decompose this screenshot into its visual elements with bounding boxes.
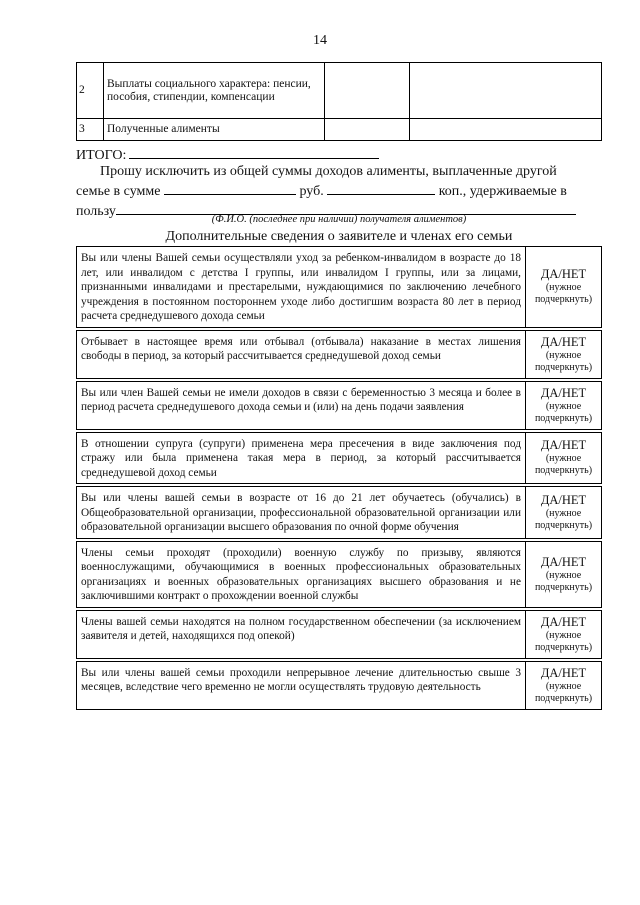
- section-title: Дополнительные сведения о заявителе и членах его семьи: [165, 229, 513, 244]
- request-line-1: Прошу исключить из общей суммы доходов алименты, выплаченные другой: [100, 164, 557, 179]
- answer-cell[interactable]: [526, 432, 602, 484]
- recipient-blank: [116, 201, 576, 215]
- totals-label: ИТОГО:: [76, 148, 127, 163]
- answer-cell[interactable]: [526, 381, 602, 429]
- request-line-2: [76, 181, 602, 201]
- row-number: 2: [77, 63, 104, 119]
- answer-cell[interactable]: [526, 247, 602, 328]
- answer-hint: подчеркнуть): [534, 294, 593, 306]
- question-text: Члены семьи проходят (проходили) военную службу по призыву, являются военнослужащими, обучающимися в военных профессиональных образовательных организациях и военных образовательных организациях высшего образования и не заключившими контракт о прохождении военной службы: [77, 541, 526, 607]
- answer-hint: (нужное: [545, 569, 582, 581]
- request-line-3-prefix: пользу: [76, 204, 116, 219]
- yes-no-label: ДА/НЕТ: [540, 267, 587, 282]
- totals-blank: [129, 146, 379, 159]
- question-text: Вы или члены Вашей семьи осуществляли уход за ребенком-инвалидом в возрасте до 18 лет, или инвалидом с детства I группы, или инвалидом I группы, или за лицами, признанными инвалидами и престарелыми, нуждающимися по заключению лечебного учреждения в постоянном постороннем уходе либо достигшим возраста 80 лет в период расчета среднедушевого дохода семьи: [77, 247, 526, 328]
- income-value-cell: [410, 63, 602, 119]
- yes-no-label: ДА/НЕТ: [540, 614, 587, 629]
- income-type: Выплаты социального характера: пенсии, пособия, стипендии, компенсации: [104, 63, 325, 119]
- yes-no-label: ДА/НЕТ: [540, 665, 587, 680]
- answer-hint: подчеркнуть): [534, 692, 593, 704]
- answer-hint: (нужное: [545, 349, 582, 361]
- sum-kop-blank: [327, 181, 435, 195]
- table-row: [77, 661, 602, 709]
- answer-hint: (нужное: [545, 282, 582, 294]
- alimony-request: [76, 162, 602, 221]
- question-text: Вы или члены вашей семьи в возрасте от 16 до 21 лет обучаетесь (обучались) в Общеобразовательной организации, профессиональной образовательной организации или образовательной организации высшего образования по очной форме обучения: [77, 487, 526, 539]
- income-type: Полученные алименты: [104, 119, 325, 141]
- answer-hint: подчеркнуть): [534, 361, 593, 373]
- answer-hint: подчеркнуть): [534, 581, 593, 593]
- answer-hint: (нужное: [545, 400, 582, 412]
- answer-hint: (нужное: [545, 453, 582, 465]
- answer-hint: подчеркнуть): [534, 641, 593, 653]
- yes-no-label: ДА/НЕТ: [540, 438, 587, 453]
- answer-cell[interactable]: [526, 541, 602, 607]
- income-value-cell: [325, 63, 410, 119]
- yes-no-label: ДА/НЕТ: [540, 385, 587, 400]
- table-row: [77, 487, 602, 539]
- answer-cell[interactable]: [526, 610, 602, 658]
- table-row: [77, 432, 602, 484]
- row-number: 3: [77, 119, 104, 141]
- table-row: [77, 610, 602, 658]
- question-text: В отношении супруга (супруги) применена мера пресечения в виде заключения под стражу или была применена такая мера в период, за который рассчитывается среднедушевой доход семьи: [77, 432, 526, 484]
- request-line-2-prefix: семье в сумме: [76, 184, 161, 199]
- rub-label: руб.: [299, 184, 324, 199]
- answer-cell[interactable]: [526, 487, 602, 539]
- kop-label: коп., удерживаемые в: [438, 184, 567, 199]
- table-row: [77, 63, 602, 119]
- answer-hint: (нужное: [545, 629, 582, 641]
- sum-rub-blank: [164, 181, 296, 195]
- table-row: [77, 330, 602, 378]
- question-text: Отбывает в настоящее время или отбывал (отбывала) наказание в местах лишения свободы в период, за который рассчитывается среднедушевой доход семьи: [77, 330, 526, 378]
- income-value-cell: [325, 119, 410, 141]
- table-row: [77, 247, 602, 328]
- additional-info-table: [76, 246, 602, 710]
- page-number: 14: [313, 33, 327, 48]
- question-text: Вы или член Вашей семьи не имели доходов в связи с беременностью 3 месяца и более в период расчета среднедушевого дохода семьи и (или) на день подачи заявления: [77, 381, 526, 429]
- answer-cell[interactable]: [526, 661, 602, 709]
- answer-cell[interactable]: [526, 330, 602, 378]
- answer-hint: подчеркнуть): [534, 465, 593, 477]
- table-row: [77, 119, 602, 141]
- yes-no-label: ДА/НЕТ: [540, 554, 587, 569]
- income-value-cell: [410, 119, 602, 141]
- answer-hint: (нужное: [545, 507, 582, 519]
- answer-hint: подчеркнуть): [534, 412, 593, 424]
- income-table: [76, 62, 602, 141]
- yes-no-label: ДА/НЕТ: [540, 334, 587, 349]
- question-text: Члены вашей семьи находятся на полном государственном обеспечении (за исключением заявителя и детей, находящихся под опекой): [77, 610, 526, 658]
- question-text: Вы или члены вашей семьи проходили непрерывное лечение длительностью свыше 3 месяцев, вследствие чего временно не могли осуществлять трудовую деятельность: [77, 661, 526, 709]
- yes-no-label: ДА/НЕТ: [540, 492, 587, 507]
- answer-hint: (нужное: [545, 680, 582, 692]
- table-row: [77, 541, 602, 607]
- table-row: [77, 381, 602, 429]
- answer-hint: подчеркнуть): [534, 519, 593, 531]
- recipient-caption: (Ф.И.О. (последнее при наличии) получателя алиментов): [211, 214, 467, 225]
